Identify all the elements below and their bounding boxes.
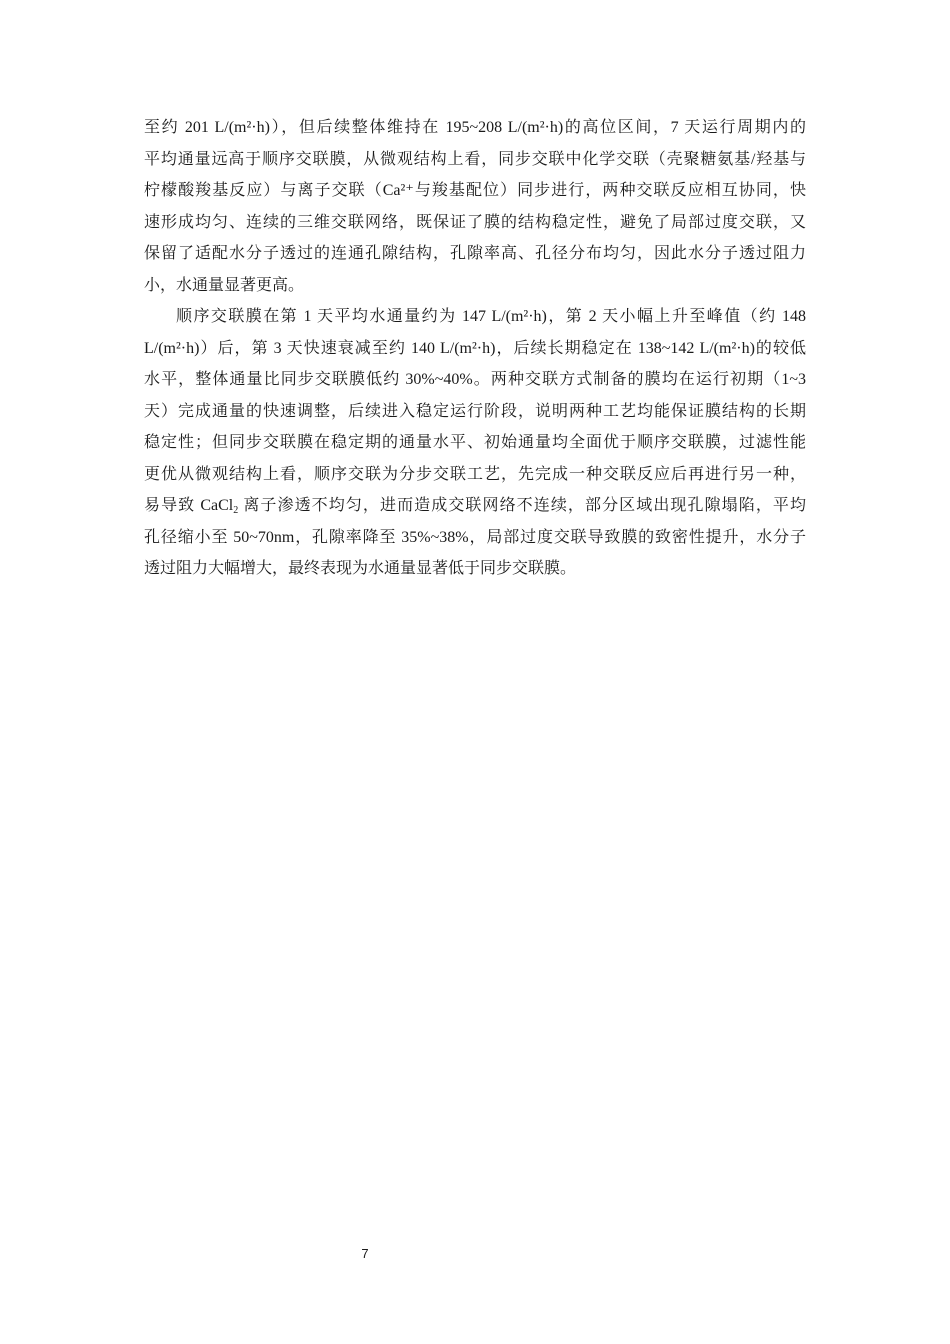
text-line: 平均通量远高于顺序交联膜，从微观结构上看，同步交联中化学交联（壳聚糖氨基/羟基与 <box>144 150 806 168</box>
text-line: 透过阻力大幅增大，最终表现为水通量显著低于同步交联膜。 <box>144 560 577 577</box>
text-run: 离子渗透不均匀，进而造成交联网络不连续，部分区域出现孔隙塌陷，平均 <box>238 497 806 514</box>
paragraph-1 <box>144 112 806 301</box>
text-line: 速形成均匀、连续的三维交联网络，既保证了膜的结构稳定性，避免了局部过度交联，又 <box>144 213 806 231</box>
body-text <box>144 112 806 585</box>
text-line: 天）完成通量的快速调整，后续进入稳定运行阶段，说明两种工艺均能保证膜结构的长期 <box>144 402 806 420</box>
text-line: 小，水通量显著更高。 <box>144 276 305 294</box>
text-line: 水平，整体通量比同步交联膜低约 30%~40%。两种交联方式制备的膜均在运行初期（1~3 <box>144 371 806 388</box>
subscript: 2 <box>233 505 239 516</box>
text-line <box>144 490 806 522</box>
text-line: L/(m²·h)）后，第 3 天快速衰减至约 140 L/(m²·h)，后续长期稳定在 138~142 L/(m²·h)的较低 <box>144 339 806 357</box>
text-line: 顺序交联膜在第 1 天平均水通量约为 147 L/(m²·h)，第 2 天小幅上升至峰值（约 148 <box>176 308 806 325</box>
text-run: 易导致 CaCl <box>144 497 234 514</box>
paragraph-2 <box>144 301 806 585</box>
text-line: 保留了适配水分子透过的连通孔隙结构，孔隙率高、孔径分布均匀，因此水分子透过阻力 <box>144 245 806 262</box>
text-line: 稳定性；但同步交联膜在稳定期的通量水平、初始通量均全面优于顺序交联膜，过滤性能 <box>144 434 806 451</box>
text-line: 孔径缩小至 50~70nm，孔隙率降至 35%~38%，局部过度交联导致膜的致密性提升，水分子 <box>144 528 806 546</box>
page-number: 7 <box>361 1246 369 1261</box>
text-line: 至约 201 L/(m²·h)），但后续整体维持在 195~208 L/(m²·h)的高位区间，7 天运行周期内的 <box>144 119 806 136</box>
text-line: 柠檬酸羧基反应）与离子交联（Ca²⁺与羧基配位）同步进行，两种交联反应相互协同，快 <box>144 182 806 199</box>
text-line: 更优从微观结构上看，顺序交联为分步交联工艺，先完成一种交联反应后再进行另一种， <box>144 465 806 483</box>
